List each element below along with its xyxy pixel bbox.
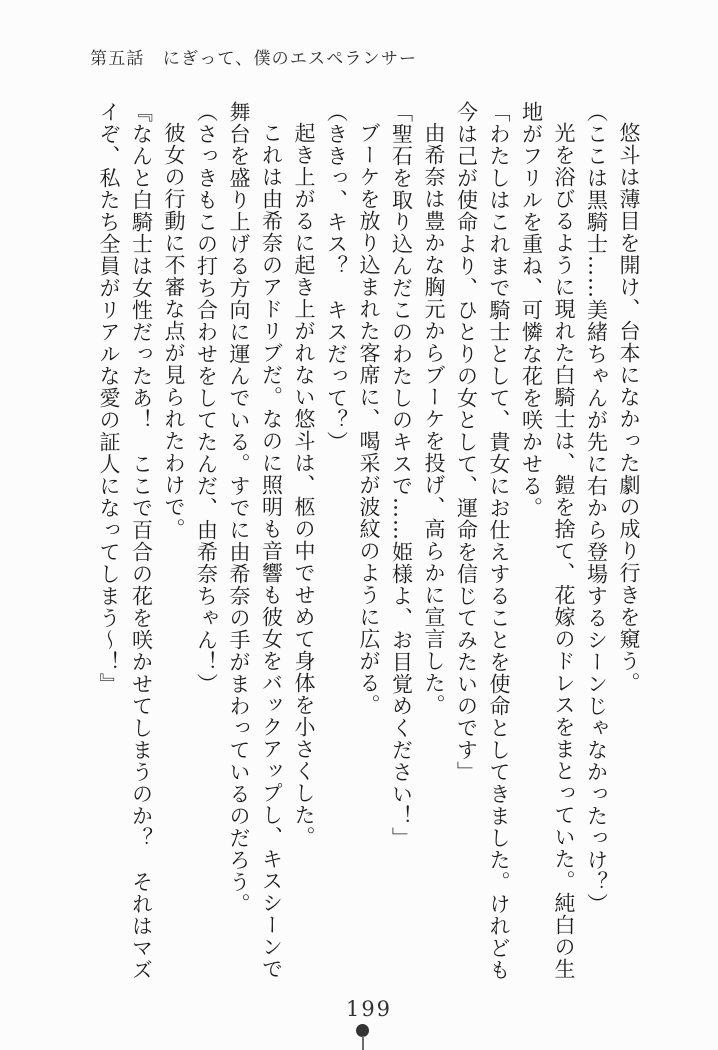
text-line: 「聖石を取り込んだこのわたしのキスで……姫様よ、お目覚めください！」 — [389, 101, 414, 849]
text-line: （さっきもこの打ち合わせをしてたんだ、由希奈ちゃん！） — [194, 101, 219, 695]
text-line: （ここは黒騎士……美緒ちゃんが先に右から登場するシーンじゃなかったっけ？） — [584, 101, 609, 915]
text-line: 舞台を盛り上げる方向に運んでいる。すでに由希奈の手がまわっているのだろう。 — [227, 101, 251, 915]
text-line: 悠斗は薄目を開け、台本になかった劇の成り行きを窺う。 — [617, 122, 641, 694]
text-line: 由希奈は豊かな胸元からブーケを投げ、高らかに宣言した。 — [422, 122, 446, 716]
pin-stem — [362, 1036, 364, 1050]
text-line: イぞ、私たち全員がリアルな愛の証人になってしまう～！』 — [97, 101, 121, 695]
chapter-header: 第五話 にぎって、僕のエスペランサー — [90, 49, 418, 69]
text-line: ブーケを放り込まれた客席に、喝采が波紋のように広がる。 — [357, 122, 381, 716]
page-number: 199 — [345, 997, 393, 1021]
text-line: （ききっ、キス？ キスだって？） — [324, 101, 349, 453]
text-line: 「わたしはこれまで騎士として、貴女にお仕えすることを使命としてきました。けれども — [487, 101, 511, 981]
text-line: 『なんと白騎士は女性だったあ！ ここで百合の花を咲かせてしまうのか？ それはマズ — [129, 101, 154, 981]
text-line: 地がフリルを重ね、可憐な花を咲かせる。 — [519, 101, 544, 519]
body-text — [93, 101, 646, 989]
text-line: 今は己が使命より、ひとりの女として、運命を信じてみたいのです」 — [454, 101, 479, 783]
text-line: 起き上がるに起き上がれない悠斗は、柩の中でせめて身体を小さくした。 — [292, 122, 316, 848]
text-line: 光を浴びるように現れた白騎士は、鎧を捨て、花嫁のドレスをまとっていた。純白の生 — [552, 122, 576, 980]
text-line: これは由希奈のアドリブだ。なのに照明も音響も彼女をバックアップし、キスシーンで — [259, 122, 284, 980]
text-line: 彼女の行動に不審な点が見られたわけで。 — [162, 122, 186, 540]
bookmark-pin-icon — [356, 1024, 370, 1050]
